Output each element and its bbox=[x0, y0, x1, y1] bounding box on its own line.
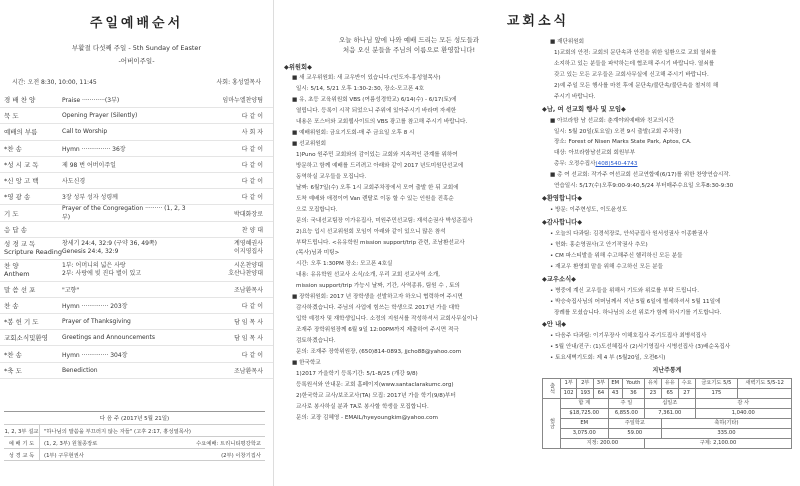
finance-cell: 175 bbox=[695, 388, 738, 398]
news-section-title: ◆안 내◆ bbox=[542, 321, 567, 329]
next-week-value-2: (2부) 이창기집사 bbox=[221, 452, 261, 459]
news-item: (목사)님과 미팅> bbox=[296, 250, 340, 257]
finance-cell: 십일조 bbox=[645, 398, 696, 408]
order-item-title: *신 앙 고 백 bbox=[4, 177, 39, 186]
finance-row bbox=[543, 388, 792, 398]
order-item-title: *영 광 송 bbox=[4, 193, 31, 202]
news-item: 일시: 5월 20일(토요일) 오전 9시 출발(교회 주차장) bbox=[554, 128, 682, 135]
next-week-value bbox=[40, 439, 265, 447]
finance-row bbox=[543, 408, 792, 418]
order-item-content: Hymn ·············· 304장 bbox=[62, 351, 128, 359]
order-item-content: Call to Worship bbox=[62, 128, 108, 136]
order-row bbox=[0, 330, 273, 346]
news-item: 주시기 바랍니다. bbox=[554, 93, 596, 100]
finance-cell: 지정: 200.00 bbox=[560, 438, 644, 448]
order-row bbox=[0, 189, 273, 205]
finance-cell: 축하(기타) bbox=[661, 418, 791, 428]
news-item: • 병중에 계신 교우들을 위해서 기도와 위로를 부탁 드립니다. bbox=[550, 287, 699, 294]
finance-cell: 금요기도 5/5 bbox=[695, 378, 738, 388]
order-item-content: 창세기 24:4, 32:9 (구약 36, 49쪽) Genesis 24:4, 32:9 bbox=[62, 240, 158, 256]
finance-cell: 1,040.00 bbox=[695, 408, 791, 418]
order-item-content: 1부: 어머니의 넓은 사랑 2부: 사랑에 빚 진다 별이 있고 bbox=[62, 262, 142, 278]
news-col-2 bbox=[542, 36, 800, 449]
news-item: 방문하고 함께 예배를 드리려고 아래와 같이 2017 년도미원단선교에 bbox=[296, 162, 464, 169]
order-item-title: 응 답 송 bbox=[4, 225, 27, 234]
news-item: 으로 모집합니다. bbox=[296, 206, 338, 213]
order-item-title: 묵 도 bbox=[4, 112, 19, 121]
next-week-value bbox=[40, 451, 265, 459]
finance-cell: 1부 bbox=[560, 378, 577, 388]
order-item-title: *찬 송 bbox=[4, 144, 22, 153]
news-title: 교회소식 bbox=[506, 14, 570, 29]
news-section-title: ◆환영합니다◆ bbox=[542, 195, 583, 203]
order-row bbox=[0, 346, 273, 362]
finance-cell: Youth bbox=[622, 378, 644, 388]
news-item: • CM 파스티발을 위해 수고해주신 헬리하신 모든 분들 bbox=[550, 252, 683, 259]
order-item-leader: 조남환목사 bbox=[234, 367, 263, 375]
news-item: 2)예 주일 모든 행사를 마친 후에 문단속/불단속/불단속을 철저히 해 bbox=[554, 82, 719, 89]
finance-cell: 감 사 bbox=[695, 398, 791, 408]
finance-cell: 2부 bbox=[577, 378, 594, 388]
finance-row bbox=[543, 438, 792, 448]
news-item: 검토하겠습니다. bbox=[296, 337, 336, 344]
order-row bbox=[0, 108, 273, 124]
finance-row bbox=[543, 378, 792, 388]
order-item-content: Prayer of the Congregation ········· (1, 2, 3부) bbox=[62, 205, 186, 222]
news-item: • 5월 안내/진구: (1)도선혜집사 (2)서기영집사 시병선집사 (3)배순옥집사 bbox=[550, 344, 731, 351]
order-item-title: 기 도 bbox=[4, 209, 19, 218]
next-week-row bbox=[4, 425, 265, 437]
order-item-leader: 박대화장로 bbox=[234, 210, 263, 218]
news-item: 소지하고 있는 분들을 파악하는데 협조해 주시기 바랍니다. 열쇠를 bbox=[554, 60, 715, 67]
order-row bbox=[0, 238, 273, 260]
news-item: 등록원서와 안내문: 교회 홈페이지(www.santaclarakumc.org) bbox=[296, 381, 454, 388]
service-host: 사회: 홍성열목사 bbox=[216, 79, 261, 86]
finance-cell: 43 bbox=[608, 388, 622, 398]
news-col-1 bbox=[284, 36, 542, 449]
next-week-value bbox=[40, 427, 265, 435]
next-week-value-1: "하나님의 말씀을 부끄러지 않는 자들" (고후 2:17, 홍성열목사) bbox=[44, 428, 191, 435]
worship-subtitle-2: -어버이주일- bbox=[118, 57, 155, 65]
next-week-value-1: (1, 2, 3부) 원철종장로 bbox=[44, 440, 98, 447]
order-item-content: Hymn ··············· 36장 bbox=[62, 145, 126, 153]
order-row bbox=[0, 222, 273, 238]
order-item-content: "고향" bbox=[62, 286, 80, 294]
order-item-leader: 담 임 목 사 bbox=[234, 319, 263, 327]
finance-cell: 6,855.00 bbox=[608, 408, 644, 418]
news-item: • 다음주 다과팀: 이기무장사 이해호집사 주기도집사 최병석집사 bbox=[550, 333, 707, 340]
next-week-value-2: 수요예배: 트리니티평강학교 bbox=[196, 440, 261, 447]
news-item: • 재교우 환영회 맡을 위해 수고하신 모든 분들 bbox=[550, 263, 664, 270]
news-item: • 오늘의 다과팀: 김경석장로, 안석규집사 원서성권사 이종환권사 bbox=[550, 230, 709, 237]
news-item: 2)요능 입시 선교위원회 모임이 아래와 같이 있으니 많은 참석 bbox=[296, 228, 446, 235]
order-item-content: Benediction bbox=[62, 366, 98, 374]
service-time-row bbox=[0, 77, 273, 86]
finance-cell: 193 bbox=[577, 388, 594, 398]
news-item: ■ 총 여 선교회: 작가주 여선교회 선교연합예(6/17)를 위한 찬양연습시작. bbox=[550, 172, 731, 179]
news-column bbox=[276, 0, 800, 486]
next-week-box bbox=[4, 411, 265, 461]
finance-row bbox=[543, 428, 792, 438]
order-row bbox=[0, 173, 273, 189]
phone-link[interactable]: (408)540-4743 bbox=[595, 161, 638, 168]
order-row bbox=[0, 363, 273, 379]
order-item-content: Hymn ·············· 203장 bbox=[62, 302, 128, 310]
news-item: ■ 재단위원회 bbox=[550, 39, 585, 45]
finance-cell: 36 bbox=[622, 388, 644, 398]
order-row bbox=[0, 314, 273, 330]
finance-cell: 3,075.00 bbox=[560, 428, 608, 438]
finance-cell: 주 일 bbox=[608, 398, 644, 408]
order-item-leader: 찬 양 대 bbox=[241, 226, 263, 234]
next-week-value-1: (1부) 구무현권사 bbox=[44, 452, 84, 459]
order-item-content: Praise ············(3부) bbox=[62, 97, 120, 105]
order-item-content: Prayer of Thanksgiving bbox=[62, 318, 131, 326]
news-item: ■ 예배위원회: 금요기도회-매 주 금요일 오후 8 시 bbox=[292, 130, 415, 137]
order-item-content: 제 98 번 어버이주일 bbox=[62, 161, 116, 169]
order-item-leader: 임마누엘찬양팀 bbox=[222, 97, 263, 105]
order-item-leader: 다 같 이 bbox=[241, 302, 263, 310]
news-section-title: ◆위원회◆ bbox=[284, 63, 312, 71]
news-item: 시간: 오후 1:30PM 장소: 모고폰 4호실 bbox=[296, 261, 393, 268]
order-row bbox=[0, 298, 273, 314]
news-item: ■ 선교위원회 bbox=[292, 141, 327, 148]
news-item: mission support/trip 가능시 날짜, 기간, 사역종류, 팀원 수 , 토의 bbox=[296, 283, 460, 290]
worship-order-column bbox=[0, 0, 274, 486]
order-item-title: *찬 송 bbox=[4, 350, 22, 359]
finance-cell: $18,725.00 bbox=[560, 408, 608, 418]
news-item: • 헌화: 홍순영권사(고 안기작권사 추모) bbox=[550, 241, 648, 248]
order-item-leader: 조남환목사 bbox=[234, 286, 263, 294]
order-row bbox=[0, 141, 273, 157]
news-item: 내용은 포스터와 교회웹사이트의 VBS 광고를 참고해 주시기 바랍니다. bbox=[296, 119, 468, 126]
order-item-content: 사도신경 bbox=[62, 178, 86, 186]
finance-cell: 7,361.00 bbox=[645, 408, 696, 418]
order-item-leader: 다 같 이 bbox=[241, 145, 263, 153]
finance-row bbox=[543, 398, 792, 408]
news-item: 도착 예배와 애경이여 Van 렌탈로 이동 할 수 있는 인원을 진혹순 bbox=[296, 195, 454, 202]
order-item-leader: 다 같 이 bbox=[241, 178, 263, 186]
news-item: 1)Puno 원주민 교회와의 감이있는 교회와 지속적인 관계를 위하여 bbox=[296, 152, 458, 158]
news-item: 1)2017 가을학기 등록기간: 5/1-8/25 (개강 9/8) bbox=[296, 370, 418, 377]
news-item: 동역하실 교우들을 모집니다. bbox=[296, 173, 367, 180]
order-item-leader: 다 같 이 bbox=[241, 161, 263, 169]
finance-cell: 3부 bbox=[594, 378, 609, 388]
finance-cell: 유유 bbox=[661, 378, 678, 388]
finance-cell: 102 bbox=[560, 388, 577, 398]
news-item: 대상: 아브라함남선교회 회원부부 bbox=[554, 150, 636, 157]
finance-cell: 주일학교 bbox=[608, 418, 661, 428]
order-item-title: 찬 송 bbox=[4, 301, 19, 310]
order-item-leader: 사 회 자 bbox=[241, 129, 263, 137]
news-item: ■ 유, 초등 교육위원회 VBS (여름성경학교) 6/14(수) - 6/17(토)에 bbox=[292, 97, 457, 104]
news-section-title: ◆교우소식◆ bbox=[542, 275, 577, 283]
finance-cell: 59.00 bbox=[608, 428, 661, 438]
next-week-key: 성 경 교 독 bbox=[4, 449, 40, 460]
finance-cell: 합 계 bbox=[560, 398, 608, 408]
news-section-title: ◆감사합니다◆ bbox=[542, 219, 583, 226]
order-item-leader: 다 같 이 bbox=[241, 194, 263, 202]
welcome-message: 오늘 하나님 앞에 나와 예배 드리는 모든 성도들과 처음 오신 분들을 주님의 이름으로 환영합니다! bbox=[338, 36, 480, 54]
news-item: 감사하겠습니다. 주님의 사업에 힘쓰는 학생으로 2017년 가을 대학 bbox=[296, 305, 460, 312]
news-item: 장례를 모셨습니다. 하나님의 소선 위로가 함께 하시기를 기도합니다. bbox=[554, 309, 722, 316]
news-item: 연습일시: 5/17(수)오후9:00-9:40,5/24 부터매주수요일 오후8:30-9:30 bbox=[554, 183, 734, 190]
order-item-leader: 다 같 이 bbox=[241, 113, 263, 121]
order-item-leader: 다 같 이 bbox=[241, 351, 263, 359]
news-item: 문의: 조재주 장학위원장, (650)814-0893, jjcho88@yahoo.com bbox=[296, 348, 462, 355]
news-section-title: ◆남, 여 선교회 행사 및 모임◆ bbox=[542, 105, 626, 113]
finance-stats bbox=[542, 367, 792, 449]
order-item-leader: 시온찬양대 호산나찬양대 bbox=[228, 262, 263, 278]
news-item: 총무: 오정수집사(408)540-4743 bbox=[554, 161, 638, 168]
order-item-title: *성 시 교 독 bbox=[4, 160, 39, 169]
finance-cell: 출석 bbox=[543, 378, 561, 398]
next-week-key: 예 배 기 도 bbox=[4, 437, 40, 448]
finance-cell: 수요 bbox=[678, 378, 695, 388]
worship-order-title: 주일예배순서 bbox=[89, 16, 184, 31]
news-item: • 방문: 이주현성도, 이도윤성도 bbox=[550, 207, 628, 214]
order-list bbox=[0, 92, 273, 379]
order-item-title: *축 도 bbox=[4, 366, 22, 375]
next-week-row bbox=[4, 437, 265, 449]
order-item-content: 3장 성부 성자 성령께 bbox=[62, 194, 118, 202]
news-item: 2)한국학교 교사/보조교사(TA) 모집: 2017년 가을 학기(9/8)부터 bbox=[296, 392, 456, 399]
order-row bbox=[0, 205, 273, 221]
order-row bbox=[0, 157, 273, 173]
finance-cell: 유치 bbox=[645, 378, 662, 388]
order-item-title: *봉 헌 기 도 bbox=[4, 318, 39, 327]
news-body bbox=[284, 36, 800, 449]
finance-cell: 구제: 2,100.00 bbox=[645, 438, 792, 448]
finance-cell: 65 bbox=[661, 388, 678, 398]
order-row bbox=[0, 260, 273, 282]
news-item: 조재주 장학위원장께 6월 9일 12:00PM까지 제출하여 주시면 적극 bbox=[296, 327, 459, 333]
next-week-key: 1, 2, 3부 설교 bbox=[4, 425, 40, 436]
order-row bbox=[0, 92, 273, 108]
order-item-title: 교회소식및환영 bbox=[4, 334, 48, 343]
order-item-leader: 담 임 목 사 bbox=[234, 335, 263, 343]
news-item: 문의: 국내선교팀장 이가유집사, 미원주민선교팀: 재석순권사 박성준집사 bbox=[296, 217, 473, 224]
finance-cell: 헌금 bbox=[543, 398, 561, 448]
news-item: 일시: 5/14, 5/21 오후 1:30-2:30, 장소-모고폰 4호 bbox=[296, 86, 424, 93]
finance-title: 지난주통계 bbox=[652, 367, 682, 375]
order-item-title: 성 경 교 독 Scripture Reading bbox=[4, 239, 62, 257]
finance-row bbox=[543, 418, 792, 428]
order-item-leader: 계영혜권사 이지영집사 bbox=[234, 240, 263, 256]
finance-cell: 335.00 bbox=[661, 428, 791, 438]
news-item: 갖고 있는 모든 교우들은 교회사무실에 신고해 주시기 바랍니다. bbox=[554, 71, 709, 78]
news-item: ■ 장학위원회: 2017 년 장학생을 선발하고자 하오니 협력하여 주시면 bbox=[292, 294, 463, 301]
finance-cell: EM bbox=[560, 418, 608, 428]
order-item-title: 예배의 부름 bbox=[4, 128, 38, 137]
finance-cell: 23 bbox=[645, 388, 662, 398]
finance-cell bbox=[738, 388, 792, 398]
next-week-row bbox=[4, 449, 265, 461]
finance-cell: EM bbox=[608, 378, 622, 388]
next-week-heading: 다 음 주 (2017년 5월 21일) bbox=[4, 412, 265, 425]
finance-cell: 27 bbox=[678, 388, 695, 398]
service-time: 시간: 오전 8:30, 10:00, 11:45 bbox=[12, 79, 97, 86]
news-item: ■ 한국학교 bbox=[292, 359, 321, 366]
news-item: • 토요새벽기도회: 제 4 부 (5월20일, 오전6시) bbox=[550, 355, 666, 362]
finance-table bbox=[542, 378, 792, 449]
order-item-content: Opening Prayer (Silently) bbox=[62, 112, 138, 120]
order-item-title: 말 씀 선 포 bbox=[4, 285, 36, 294]
news-item: 날짜: 6월7일(수) 오후 1시 교회주차장에서 모여 출발 한 뒤 교회에 bbox=[296, 184, 459, 191]
news-item: 부탁드립니다. <유유학원 mission support/trip 관련, 조남환선교사 bbox=[296, 239, 465, 246]
order-row bbox=[0, 282, 273, 298]
news-item: 문의: 교장 김혜영 - EMAIL/hyeyoungkim@yahoo.com bbox=[296, 414, 438, 421]
order-item-content: Greetings and Announcements bbox=[62, 334, 156, 342]
order-item-title: 경 배 찬 양 bbox=[4, 96, 36, 105]
news-item: 내용: 유유학원 선교사 소식/소개, 우리 교회 선교사역 소개, bbox=[296, 272, 441, 279]
order-item-title: 찬 양 Anthem bbox=[4, 261, 30, 279]
order-row bbox=[0, 124, 273, 140]
finance-cell: 64 bbox=[594, 388, 609, 398]
news-item: ■ 아브라함 남 선교회: 춘계야외예배와 친교의시간 bbox=[550, 117, 675, 124]
news-item: 입학 예정자 및 재학생입니다. 소정의 지원서를 작성하셔서 교회사무실이나 bbox=[296, 316, 478, 323]
news-item: ■ 새 교우위원회: 새 교우반이 있습니다.(인도자-홍성열목사) bbox=[292, 75, 441, 82]
news-item: • 박승숙집사님의 어머님께서 지난 5월 6일에 별세하셔서 5월 11일에 bbox=[550, 298, 721, 305]
news-item: 열립니다. 등록이 시작 되었으니 주위에 있아주시기 바라며 자세한 bbox=[296, 108, 457, 115]
finance-cell: 새벽기도 5/5-12 bbox=[738, 378, 792, 388]
news-item: 장소: Forest of Nisen Marks State Park, Aptos, CA. bbox=[554, 139, 692, 146]
worship-subtitle: 부활절 다섯째 주일 - 5th Sunday of Easter bbox=[71, 44, 202, 52]
news-item: 교사로 봉사하실 분과 TA로 봉사할 학생을 모집합니다. bbox=[296, 403, 429, 410]
news-item: 1)교회의 안전: 교회의 문단속과 안전을 위한 일환으로 교회 열쇠를 bbox=[554, 49, 717, 56]
